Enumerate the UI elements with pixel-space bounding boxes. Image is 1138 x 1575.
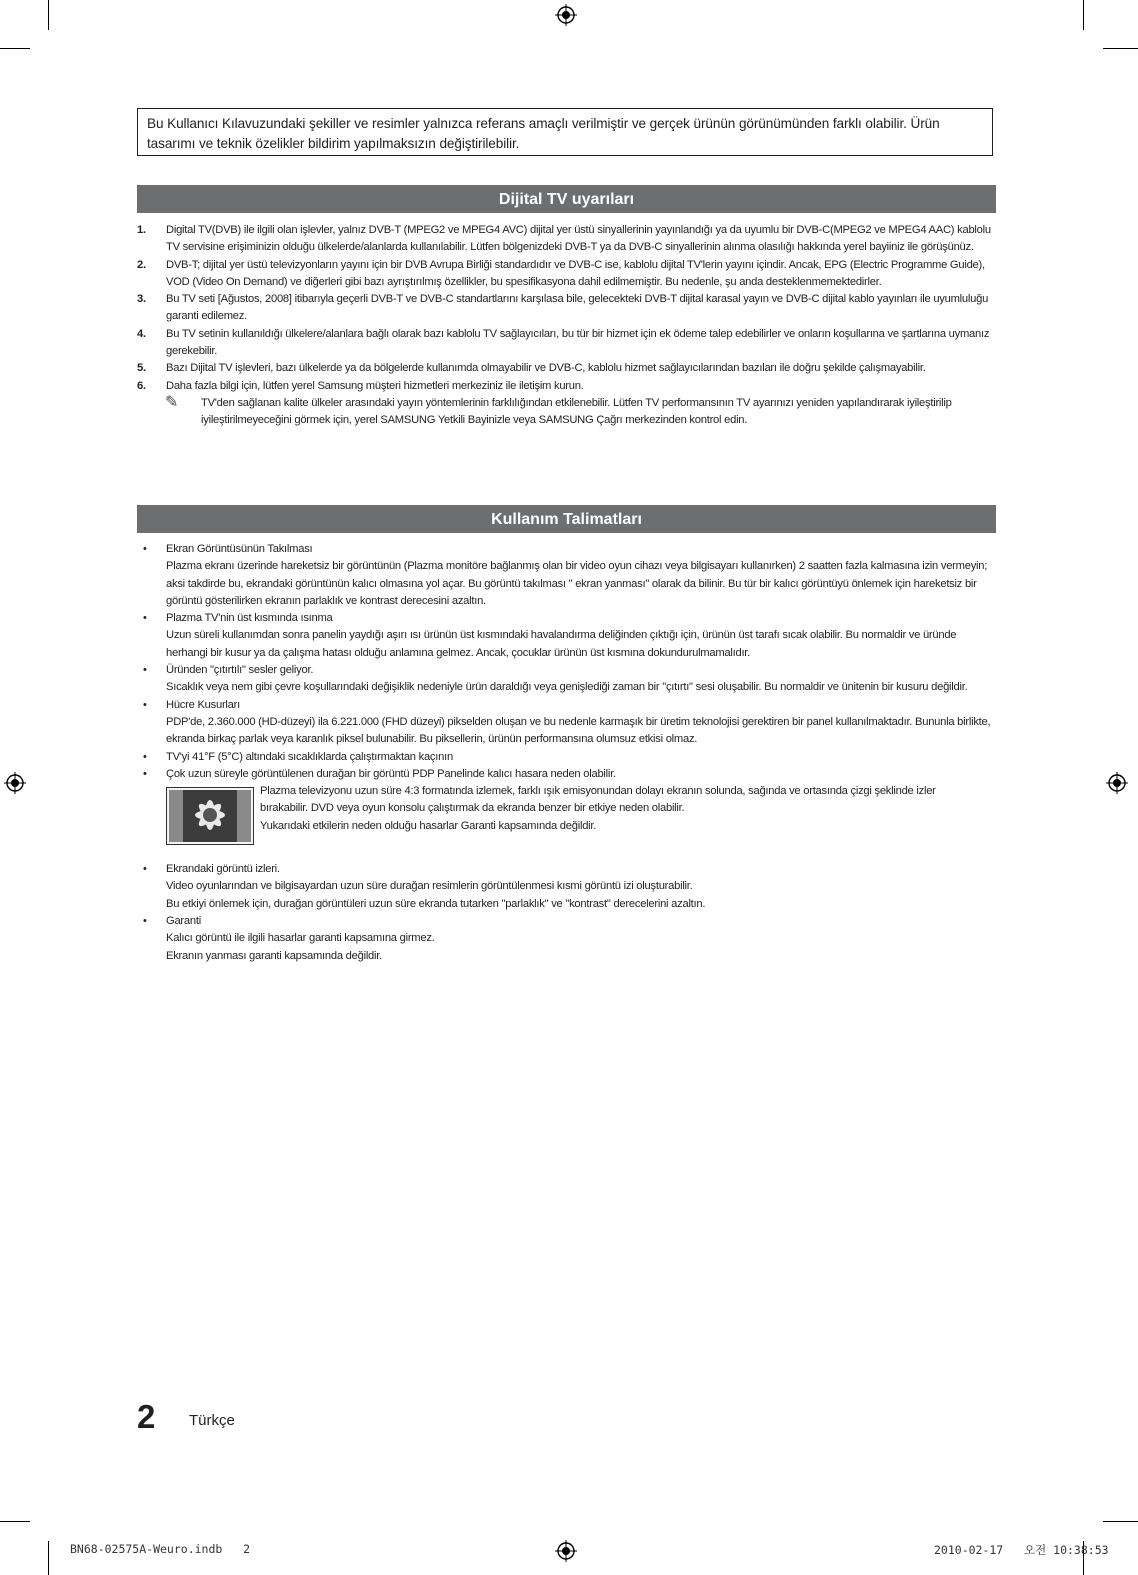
list-item	[137, 541, 997, 610]
registration-mark-icon	[555, 4, 577, 26]
print-slug-file: BN68-02575A-Weuro.indb 2	[70, 1542, 251, 1556]
registration-mark-icon	[555, 1540, 577, 1562]
item-heading: Garanti	[166, 915, 201, 928]
list-item	[137, 257, 997, 292]
item-text: Kalıcı görüntü ile ilgili hasarlar garanti kapsamına girmez.	[166, 932, 435, 945]
digital-tv-list	[137, 222, 997, 430]
list-item	[137, 913, 997, 965]
bullet-icon: •	[143, 863, 147, 876]
item-text: Bu TV seti [Ağustos, 2008] itibarıyla geçerli DVB-T ve DVB-C standartlarını karşılasa bile, gelecekteki DVB-T dijital karasal yayın ve DVB-C dijital kablo yayınları ile uyumluluğu garanti edilemez.	[166, 293, 989, 323]
item-heading: Plazma TV'nin üst kısmında ısınma	[166, 612, 333, 625]
page-language: Türkçe	[189, 1412, 235, 1429]
list-item	[137, 766, 997, 783]
bullet-icon: •	[143, 915, 147, 928]
registration-mark-icon	[1106, 772, 1128, 794]
list-item	[137, 326, 997, 361]
list-item	[137, 610, 997, 662]
bullet-icon: •	[143, 543, 147, 555]
item-text: PDP'de, 2.360.000 (HD-düzeyi) ila 6.221.000 (FHD düzeyi) pikselden oluşan ve bu nedenle karmaşık bir üretim teknolojisi gerektiren bir panel kullanılmaktadır. Bununla birlikte, ekranda birkaç parlak veya karanlık piksel bulunabilir. Bu piksellerin, ürünün performansına olumsuz etkisi olmaz.	[166, 715, 991, 746]
item-number: 5.	[137, 362, 146, 375]
item-text: Digital TV(DVB) ile ilgili olan işlevler, yalnız DVB-T (MPEG2 ve MPEG4 AVC) dijital yer üstü sinyallerinin yayınlandığı ya da uyumlu bir DVB-C(MPEG2 ve MPEG4 AAC) kablolu TV servisine erişiminizin olduğu ülkelerde/alanlarda kullanılabilir. Lütfen bölgenizdeki DVB-T ya da DVB-C sinyallerinin alınma olasılığı hakkında yerel bayiiniz ile görüşünüz.	[166, 224, 991, 254]
item-text: Ekranın yanması garanti kapsamında değildir.	[166, 949, 382, 962]
item-text: Uzun süreli kullanımdan sonra panelin yaydığı aşırı ısı ürünün üst kısmındaki havalandırma deliğinden çıktığı için, ürünün üst tarafı sıcak olabilir. Bu normaldir ve üründe herhangi bir kusur ya da çalışma hatası olduğu anlamına gelmez. Ancak, çocuklar ürünün üst kısmına dokundurulmamalıdır.	[166, 629, 957, 659]
item-number: 6.	[137, 379, 146, 392]
list-item	[137, 360, 997, 377]
usage-list	[137, 541, 997, 965]
item-heading: Hücre Kusurları	[166, 698, 240, 711]
bullet-icon: •	[143, 612, 147, 625]
list-item	[137, 697, 997, 749]
caption-text: Yukarıdaki etkilerin neden olduğu hasarlar Garanti kapsamında değildir.	[260, 819, 597, 832]
page-number: 2	[137, 1398, 156, 1435]
crop-mark	[48, 0, 49, 30]
item-heading: Üründen "çıtırtılı" sesler geliyor.	[166, 664, 314, 677]
item-text: Bu TV setinin kullanıldığı ülkelere/alanlara bağlı olarak bazı kablolu TV sağlayıcıları, bu tür bir hizmet için ek ödeme talep edebilirler ve onların koşullarına ve şartlarına uymanız gerekebilir.	[166, 327, 990, 358]
note-pencil-icon: ✎	[165, 393, 179, 411]
item-heading: Ekrandaki görüntü izleri.	[166, 863, 280, 876]
crop-mark	[48, 1541, 49, 1575]
disclaimer-box: Bu Kullanıcı Kılavuzundaki şekiller ve resimler yalnızca referans amaçlı verilmiştir ve gerçek ürünün görünümünden farklı olabilir. Ürün tasarımı ve teknik özelikler bildirim yapılmaksızın değiştirilebilir.	[137, 108, 993, 156]
caption-text: Plazma televizyonu uzun süre 4:3 formatında izlemek, farklı ışık emisyonundan dolayı ekranın solunda, sağında ve ortasında çizgi şeklinde izler bırakabilir. DVD veya oyun konsolu çalıştırmak da ekranda benzer bir etkiye neden olabilir.	[260, 785, 936, 815]
list-item	[137, 662, 997, 697]
item-text: DVB-T; dijital yer üstü televizyonların yayını için bir DVB Avrupa Birliği standardıdır ve DVB-C ise, kablolu dijital TV'lerin yayını içindir. Ancak, EPG (Electric Programme Guide), VOD (Video On Demand) ve diğerleri gibi bazı ayrıştırılmış özellikler, bu spesifikasyona dahil edilmemiştir. Bu nedenle, şu anda desteklenmemektedirler.	[166, 258, 985, 288]
bullet-icon: •	[143, 664, 147, 677]
item-heading: Çok uzun süreyle görüntülenen durağan bir görüntü PDP Panelinde kalıcı hasara neden olabilir.	[166, 767, 616, 780]
crop-mark	[1103, 1521, 1138, 1522]
item-text: Daha fazla bilgi için, lütfen yerel Samsung müşteri hizmetleri merkeziniz ile iletişim kurun.	[166, 379, 584, 392]
item-number: 2.	[137, 258, 146, 271]
section-heading-digital-tv: Dijital TV uyarıları	[137, 185, 996, 213]
burn-in-illustration-row	[137, 783, 997, 847]
note-text: TV'den sağlanan kalite ülkeler arasındaki yayın yöntemlerinin farklılığından etkilenebilir. Lütfen TV performansının TV ayarınızı yeniden yapılandırarak iyileştirilip iyileştirilmeyeceğini görmek için, yerel SAMSUNG Yetkili Bayinizle veya SAMSUNG Çağrı merkezinden kontrol edin.	[201, 396, 952, 427]
bullet-icon: •	[143, 698, 147, 711]
item-heading: Ekran Görüntüsünün Takılması	[166, 543, 313, 555]
section-heading-usage: Kullanım Talimatları	[137, 505, 996, 533]
list-item	[137, 861, 997, 913]
crop-mark	[0, 1521, 30, 1522]
list-item	[137, 378, 997, 395]
item-text: Bu etkiyi önlemek için, durağan görüntüleri uzun süre ekranda tutarken "parlaklık" ve "kontrast" derecelerini azaltın.	[166, 897, 706, 910]
registration-mark-icon	[4, 772, 26, 794]
item-text: Plazma ekranı üzerinde hareketsiz bir görüntünün (Plazma monitöre bağlanmış olan bir video oyun cihazı veya bilgisayarı kullanırken) 2 saatten fazla kalmasına izin vermeyin; aksi takdirde bu, ekrandaki görüntünün kalıcı olmasına yol açar. Bu görüntü takılması " ekran yanması" olarak da bilinir. Bu tür bir kalıcı görüntüyü önlemek için hareketsiz bir görüntü gösterilirken ekranın parlaklık ve kontrast derecesini azaltın.	[166, 560, 988, 607]
crop-mark	[1103, 48, 1138, 49]
crop-mark	[1083, 0, 1084, 30]
item-text: Video oyunlarından ve bilgisayardan uzun süre durağan resimlerin görüntülenmesi kısmi görüntü izi oluşturabilir.	[166, 880, 693, 893]
item-number: 3.	[137, 293, 146, 306]
list-item	[137, 222, 997, 257]
list-item	[137, 291, 997, 326]
item-text: Bazı Dijital TV işlevleri, bazı ülkelerde ya da bölgelerde kullanımda olmayabilir ve DVB-C, kablolu hizmet sağlayıcılarından bazıları ile doğru şekilde çalışmayabilir.	[166, 362, 926, 375]
item-heading: TV'yi 41°F (5°C) altındaki sıcaklıklarda çalıştırmaktan kaçının	[166, 750, 453, 763]
crop-mark	[0, 48, 30, 49]
item-number: 1.	[137, 224, 146, 236]
item-text: Sıcaklık veya nem gibi çevre koşullarındaki değişiklik nedeniyle ürün daraldığı veya genişlediği zaman bir "çıtırtı" sesi oluşabilir. Bu normaldir ve ünitenin bir kusuru değildir.	[166, 681, 968, 694]
list-item	[137, 749, 997, 766]
illustration-caption	[260, 783, 980, 835]
burn-in-illustration	[166, 787, 254, 845]
note	[137, 395, 997, 430]
print-slug-timestamp: 2010-02-17 오전 10:38:53	[934, 1543, 1109, 1557]
item-number: 4.	[137, 327, 146, 340]
bullet-icon: •	[143, 767, 147, 780]
bullet-icon: •	[143, 750, 147, 763]
